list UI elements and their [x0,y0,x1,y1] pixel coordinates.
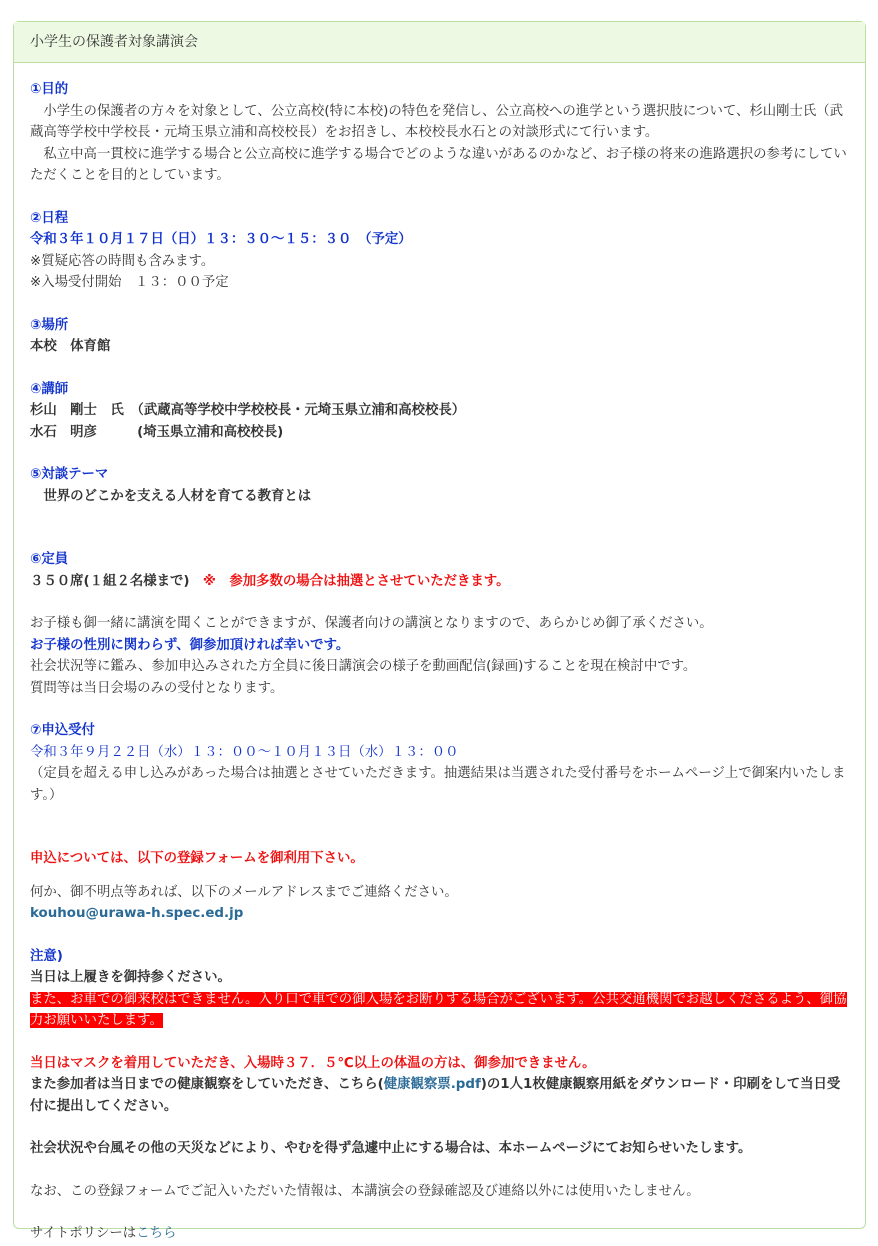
shoes-note: 当日は上履きを御持参ください。 [30,970,231,985]
schedule-date: 令和３年１０月１７日（日）１３：３０～１５：３０ （予定） [30,232,412,247]
schedule-heading: ②日程 [30,210,69,226]
contact-text: 何か、御不明点等あれば、以下のメールアドレスまでご連絡ください。 [30,884,458,900]
application-period: 令和３年９月２２日（水）１３：００～１０月１３日（水）１３：００ [30,744,459,760]
panel-title: 小学生の保護者対象講演会 [14,22,865,63]
privacy-note: なお、この登録フォームでご記入いただいた情報は、本講演会の登録確認及び連絡以外には使用いたしません。 [30,1183,700,1199]
form-instruction: 申込については、以下の登録フォームを御利用下さい。 [30,851,364,866]
lecturer-1: 杉山 剛士 氏 （武蔵高等学校中学校校長・元埼玉県立浦和高校校長） [30,403,466,418]
lecturer-2: 水石 明彦 (埼玉県立浦和高校校長) [30,424,284,440]
mask-note: 当日はマスクを着用していただき、入場時３７．５℃以上の体温の方は、御参加できません。 [30,1055,596,1071]
children-note: お子様も御一緒に講演を聞くことができますが、保護者向けの講演となりますので、あらかじめ御了承ください。 [30,616,713,631]
theme-heading: ⑤対談テーマ [30,467,109,482]
purpose-text-1: 小学生の保護者の方々を対象として、公立高校(特に本校)の特色を発信し、公立高校への進学という選択肢について、杉山剛士氏（武蔵高等学校中学校長・元埼玉県立浦和高校校長）をお招きし、本校校長水石との対談形式にて行います。 [30,103,844,140]
theme-text: 世界のどこかを支える人材を育てる教育とは [30,488,312,504]
children-welcome: お子様の性別に関わらず、御参加頂ければ幸いです。 [30,637,350,653]
question-note: 質問等は当日会場のみの受付となります。 [30,680,284,696]
health-note-post: )の1人1枚健康観察用紙をダウンロード・印刷をして当日受付に提出してください。 [30,1077,841,1114]
purpose-text-2: 私立中高一貫校に進学する場合と公立高校に進学する場合でどのような違いがあるのかなど、お子様の将来の進路選択の参考にしていただくことを目的としています。 [30,146,847,183]
lecturer-heading: ④講師 [30,381,69,397]
car-warning: また、お車での御来校はできません。入り口で車での御入場をお断りする場合がございます。公共交通機関でお越しくださるよう、御協力お願いいたします。 [30,991,847,1028]
site-policy-link[interactable]: こちら [136,1226,177,1241]
cancel-note: 社会状況や台風その他の天災などにより、やむを得ず急遽中止にする場合は、本ホームページにてお知らせいたします。 [30,1141,752,1156]
venue-text: 本校 体育館 [30,339,111,354]
notes-heading: 注意) [30,948,63,964]
capacity-text: ３５０席(１組２名様まで) [30,573,190,589]
event-panel [13,21,866,1241]
schedule-note-1: ※質疑応答の時間も含みます。 [30,253,215,269]
policy-text: サイトポリシーは [30,1226,137,1241]
health-sheet-link[interactable]: 健康観察票.pdf [383,1077,481,1092]
health-note-pre: また参加者は当日までの健康観察をしていただき、こちら( [30,1077,384,1092]
panel-body [14,63,865,1245]
venue-heading: ③場所 [30,317,69,333]
lottery-note: ※ 参加多数の場合は抽選とさせていただきます。 [189,573,510,589]
capacity-heading: ⑥定員 [30,552,69,567]
schedule-note-2: ※入場受付開始 １３：００予定 [30,275,229,290]
purpose-heading: ①目的 [30,82,69,97]
application-heading: ⑦申込受付 [30,723,95,738]
video-note: 社会状況等に鑑み、参加申込みされた方全員に後日講演会の様子を動画配信(録画)することを現在検討中です。 [30,659,697,674]
contact-email-link[interactable]: kouhou@urawa-h.spec.ed.jp [30,906,244,921]
application-note: （定員を超える申し込みがあった場合は抽選とさせていただきます。抽選結果は当選された受付番号をホームページ上で御案内いたします。） [30,766,846,803]
